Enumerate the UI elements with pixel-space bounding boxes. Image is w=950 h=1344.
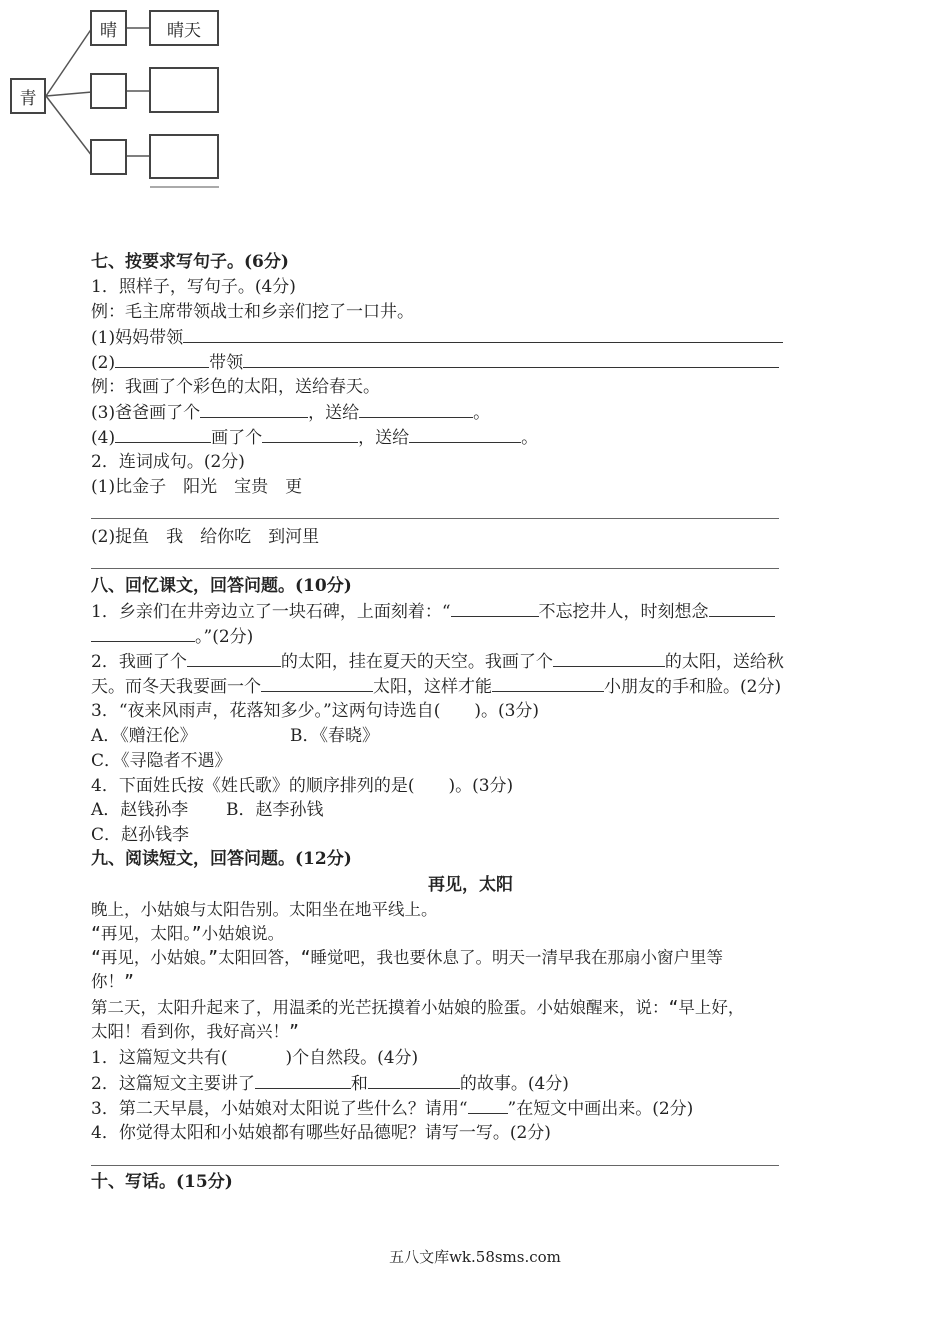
s8-q2-line1: 2．我画了个 的太阳，挂在夏天的天空。我画了个 的太阳，送给秋 (91, 652, 784, 672)
blank[interactable] (261, 675, 373, 692)
s7-item-3: (3)爸爸画了个 ，送给 。 (91, 403, 491, 423)
story-paragraph-3b: 你！” (91, 972, 134, 991)
blank[interactable] (409, 426, 521, 443)
s7-example-2: 例：我画了个彩色的太阳，送给春天。 (91, 377, 380, 397)
answer-line[interactable] (91, 518, 779, 519)
story-paragraph-4a: 第二天，太阳升起来了，用温柔的光芒抚摸着小姑娘的脸蛋。小姑娘醒来，说：“早上好， (91, 998, 745, 1017)
blank[interactable] (262, 426, 358, 443)
s8-q4-option-a[interactable]: A．赵钱孙李 (91, 800, 189, 820)
s9-q4: 4．你觉得太阳和小姑娘都有哪些好品德呢？请写一写。(2分) (91, 1123, 551, 1143)
underline-sample (468, 1097, 508, 1114)
blank[interactable] (91, 625, 195, 642)
blank[interactable] (187, 650, 281, 667)
s8-q1-line1: 1．乡亲们在井旁边立了一块石碑，上面刻着：“ 不忘挖井人，时刻想念 (91, 600, 775, 623)
s7-words-2: (2)捉鱼 我 给你吃 到河里 (91, 527, 320, 547)
s8-q4-option-c[interactable]: C．赵孙钱李 (91, 825, 190, 845)
s7-item-2: (2) 带领 (91, 351, 779, 374)
answer-line[interactable] (91, 568, 779, 569)
story-paragraph-3a: “再见，小姑娘。”太阳回答，“睡觉吧，我也要休息了。明天一清早我在那扇小窗户里等 (91, 948, 724, 967)
branch-char-box-2[interactable] (90, 73, 127, 109)
s8-q3-option-b[interactable]: B．《春晓》 (290, 726, 379, 746)
s7-example-1: 例：毛主席带领战士和乡亲们挖了一口井。 (91, 302, 414, 322)
story-title: 再见，太阳 (428, 875, 513, 895)
blank[interactable] (368, 1072, 460, 1089)
blank[interactable] (255, 1072, 351, 1089)
blank[interactable] (553, 650, 665, 667)
blank[interactable] (492, 675, 604, 692)
s8-q4: 4．下面姓氏按《姓氏歌》的顺序排列的是( )。(3分) (91, 776, 514, 796)
blank[interactable] (200, 401, 308, 418)
branch-char-box-3[interactable] (90, 139, 127, 175)
s9-q3: 3．第二天早晨，小姑娘对太阳说了些什么？请用“ ”在短文中画出来。(2分) (91, 1099, 694, 1119)
blank[interactable] (115, 426, 211, 443)
s8-q3: 3．“夜来风雨声，花落知多少。”这两句诗选自( )。(3分) (91, 701, 540, 721)
blank[interactable] (243, 351, 779, 368)
blank[interactable] (359, 401, 473, 418)
section-10-title: 十、写话。(15分) (91, 1172, 233, 1192)
s8-q3-option-c[interactable]: C．《寻隐者不遇》 (91, 751, 232, 771)
answer-line[interactable] (91, 1165, 779, 1166)
branch-word-box-1: 晴天 (149, 10, 219, 46)
s8-q2-line2: 天。而冬天我要画一个 太阳，这样才能 小朋友的手和脸。(2分) (91, 677, 782, 697)
story-paragraph-4b: 太阳！看到你，我好高兴！” (91, 1022, 299, 1041)
s8-q1-line2: 。”(2分) (91, 625, 253, 648)
branch-word-box-3[interactable] (149, 134, 219, 179)
s7-item-4: (4) 画了个 ，送给 。 (91, 428, 539, 448)
s7-item-1: (1)妈妈带领 (91, 326, 783, 349)
footer-watermark: 五八文库wk.58sms.com (389, 1248, 561, 1266)
branch-word-box-2[interactable] (149, 67, 219, 113)
s9-q1: 1．这篇短文共有( )个自然段。(4分) (91, 1048, 419, 1068)
blank[interactable] (115, 351, 209, 368)
s8-q3-option-a[interactable]: A．《赠汪伦》 (91, 726, 197, 746)
branch-char-box-1: 晴 (90, 10, 127, 46)
story-paragraph-2: “再见，太阳。”小姑娘说。 (91, 924, 285, 943)
blank[interactable] (183, 326, 783, 343)
section-8-title: 八、回忆课文，回答问题。(10分) (91, 576, 352, 596)
root-char-box: 青 (10, 78, 46, 114)
story-paragraph-1: 晚上，小姑娘与太阳告别。太阳坐在地平线上。 (91, 900, 438, 919)
section-7-title: 七、按要求写句子。(6分) (91, 252, 289, 272)
s7-q2: 2．连词成句。(2分) (91, 452, 245, 472)
blank[interactable] (451, 600, 539, 617)
s9-q2: 2．这篇短文主要讲了 和 的故事。(4分) (91, 1074, 569, 1094)
blank[interactable] (709, 600, 775, 617)
section-9-title: 九、阅读短文，回答问题。(12分) (91, 849, 352, 869)
s7-q1: 1．照样子，写句子。(4分) (91, 277, 296, 297)
s8-q4-option-b[interactable]: B．赵李孙钱 (226, 800, 324, 820)
s7-words-1: (1)比金子 阳光 宝贵 更 (91, 477, 303, 497)
